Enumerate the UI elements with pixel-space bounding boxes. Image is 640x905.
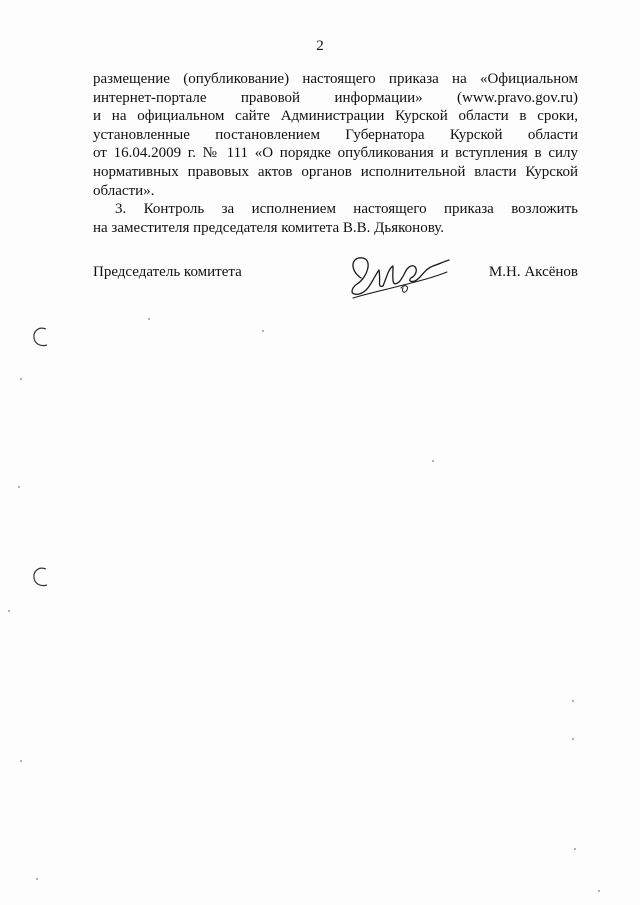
body-line: установленные постановлением Губернатора Курской области <box>93 126 578 143</box>
scan-speck <box>148 318 150 320</box>
body-text <box>93 70 578 237</box>
scan-speck <box>8 610 10 612</box>
punch-hole-mark <box>32 566 50 588</box>
scan-speck <box>574 848 576 850</box>
body-line: интернет-портале правовой информации» (www.pravo.gov.ru) <box>93 89 578 106</box>
punch-hole-mark <box>32 326 50 348</box>
scan-speck <box>598 890 600 892</box>
body-line: нормативных правовых актов органов исполнительной власти Курской <box>93 163 578 180</box>
scan-speck <box>18 486 20 488</box>
paragraph-3-line: 3. Контроль за исполнением настоящего приказа возложить <box>115 201 578 218</box>
body-line: области». <box>93 182 155 199</box>
scan-speck <box>432 460 434 462</box>
paragraph-3-line: на заместителя председателя комитета В.В. Дьяконову. <box>93 219 445 236</box>
scan-speck <box>572 738 574 740</box>
signatory-name: М.Н. Аксёнов <box>488 264 578 280</box>
scan-speck <box>20 378 22 380</box>
scan-speck <box>572 700 574 702</box>
scan-speck <box>36 878 38 880</box>
body-line: от 16.04.2009 г. № 111 «О порядке опубликования и вступления в силу <box>93 145 578 162</box>
page-number: 2 <box>316 38 324 54</box>
scan-speck <box>20 760 22 762</box>
body-line: и на официальном сайте Администрации Курской области в сроки, <box>93 108 578 125</box>
body-line: размещение (опубликование) настоящего приказа на «Официальном <box>93 71 578 87</box>
signatory-role: Председатель комитета <box>93 264 242 280</box>
handwritten-signature <box>343 248 453 306</box>
scan-speck <box>262 330 264 332</box>
